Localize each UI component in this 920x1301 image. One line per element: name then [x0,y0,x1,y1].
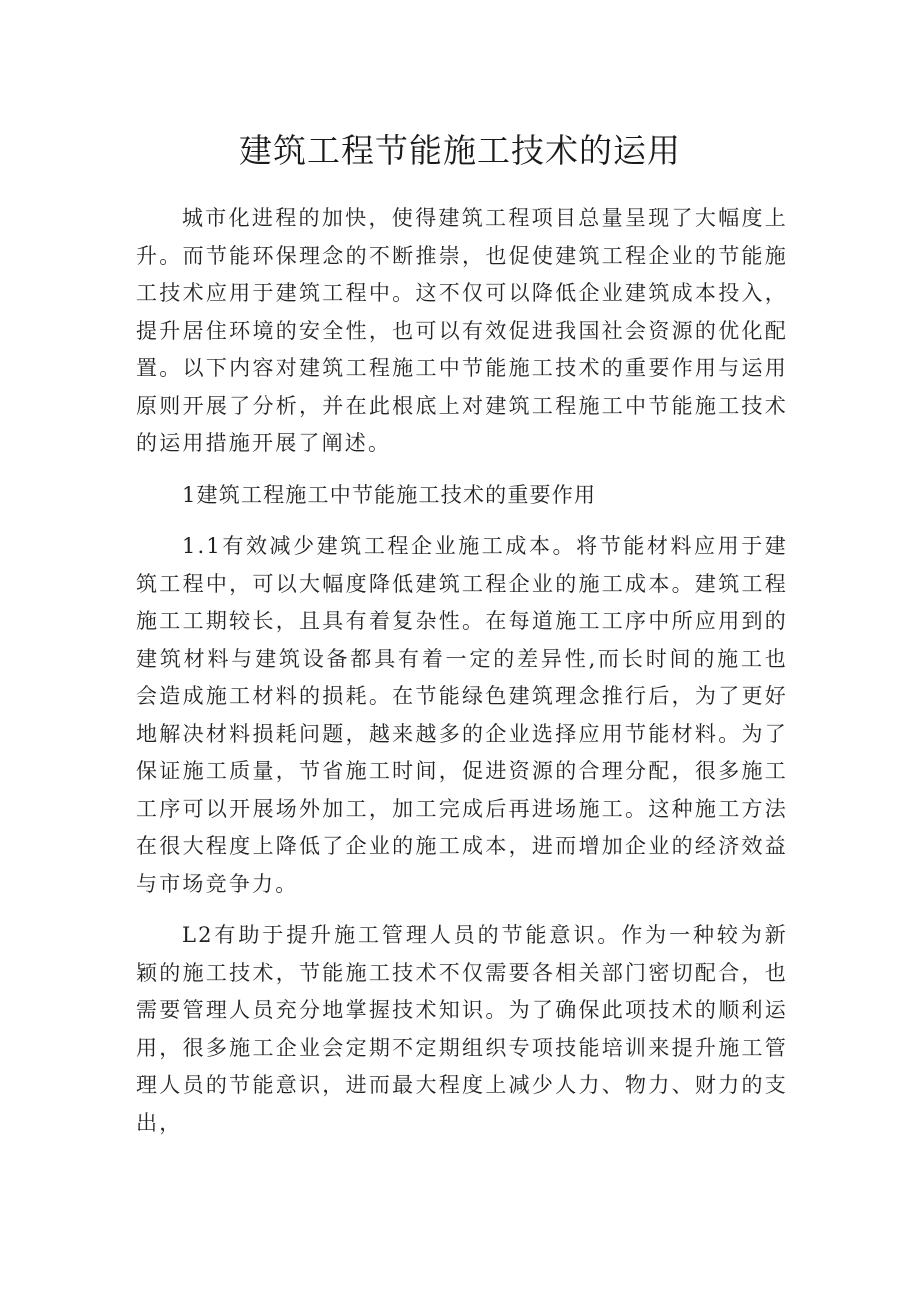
intro-paragraph: 城市化进程的加快，使得建筑工程项目总量呈现了大幅度上升。而节能环保理念的不断推崇，也促使建筑工程企业的节能施工技术应用于建筑工程中。这不仅可以降低企业建筑成本投入，提升居住环境的安全性，也可以有效促进我国社会资源的优化配置。以下内容对建筑工程施工中节能施工技术的重要作用与运用原则开展了分析，并在此根底上对建筑工程施工中节能施工技术的运用措施开展了阐述。 [136,206,788,455]
document-body [136,200,788,1142]
document-title: 建筑工程节能施工技术的运用 [239,131,681,170]
section-1-heading: 1建筑工程施工中节能施工技术的重要作用 [182,482,597,507]
section-1-1-paragraph: 1.1有效减少建筑工程企业施工成本。将节能材料应用于建筑工程中，可以大幅度降低建筑工程企业的施工成本。建筑工程施工工期较长，且具有着复杂性。在每道施工工序中所应用到的建筑材料与建筑设备都具有着一定的差异性,而长时间的施工也会造成施工材料的损耗。在节能绿色建筑理念推行后，为了更好地解决材料损耗问题，越来越多的企业选择应用节能材料。为了保证施工质量，节省施工时间，促进资源的合理分配，很多施工工序可以开展场外加工，加工完成后再进场施工。这种施工方法在很大程度上降低了企业的施工成本，进而增加企业的经济效益与市场竞争力。 [136,534,788,896]
section-1-2-paragraph: L2有助于提升施工管理人员的节能意识。作为一种较为新颖的施工技术，节能施工技术不仅需要各相关部门密切配合，也需要管理人员充分地掌握技术知识。为了确保此项技术的顺利运用，很多施工企业会定期不定期组织专项技能培训来提升施工管理人员的节能意识，进而最大程度上减少人力、物力、财力的支出， [136,923,788,1135]
